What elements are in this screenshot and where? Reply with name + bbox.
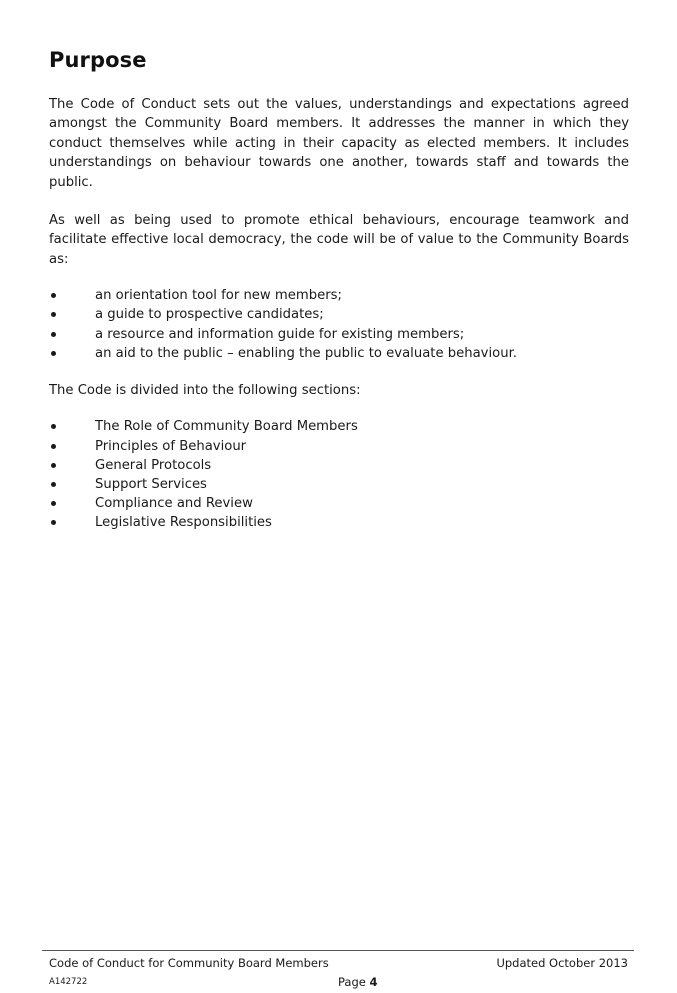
document-body <box>49 95 629 533</box>
list-item: Support Services <box>49 475 629 494</box>
intro-paragraph: The Code of Conduct sets out the values, understandings and expectations agreed amongst the Community Board members. It addresses the manner in which they conduct themselves while acting in their capacity as elected members. It includes understandings on behaviour towards one another, towards staff and towards the public. <box>49 97 629 190</box>
bullet-icon <box>51 444 56 449</box>
list-item: General Protocols <box>49 456 629 475</box>
bullet-icon <box>51 482 56 487</box>
uses-intro-paragraph: As well as being used to promote ethical behaviours, encourage teamwork and facilitate effective local democracy, the code will be of value to the Community Boards as: <box>49 213 629 267</box>
bullet-icon <box>51 501 56 506</box>
bullet-icon <box>51 332 56 337</box>
list-item: a guide to prospective candidates; <box>49 305 629 324</box>
list-item: a resource and information guide for existing members; <box>49 325 629 344</box>
page-number-value: 4 <box>369 975 378 989</box>
bullet-icon <box>51 293 56 298</box>
uses-list <box>49 286 629 363</box>
page-title: Purpose <box>49 48 147 72</box>
list-item: The Role of Community Board Members <box>49 417 629 436</box>
list-item: an orientation tool for new members; <box>49 286 629 305</box>
footer-divider <box>42 950 634 951</box>
list-item: Principles of Behaviour <box>49 437 629 456</box>
list-item: Compliance and Review <box>49 494 629 513</box>
bullet-icon <box>51 520 56 525</box>
footer-updated-date: Updated October 2013 <box>496 956 628 970</box>
bullet-icon <box>51 351 56 356</box>
page-number-label: Page <box>338 975 366 989</box>
page-number <box>338 975 378 989</box>
bullet-icon <box>51 312 56 317</box>
sections-intro-paragraph: The Code is divided into the following sections: <box>49 383 361 399</box>
footer-document-title: Code of Conduct for Community Board Members <box>49 956 329 970</box>
bullet-icon <box>51 424 56 429</box>
list-item: Legislative Responsibilities <box>49 513 629 532</box>
bullet-icon <box>51 463 56 468</box>
sections-list <box>49 417 629 532</box>
list-item: an aid to the public – enabling the public to evaluate behaviour. <box>49 344 629 363</box>
footer-document-id: A142722 <box>49 977 88 987</box>
